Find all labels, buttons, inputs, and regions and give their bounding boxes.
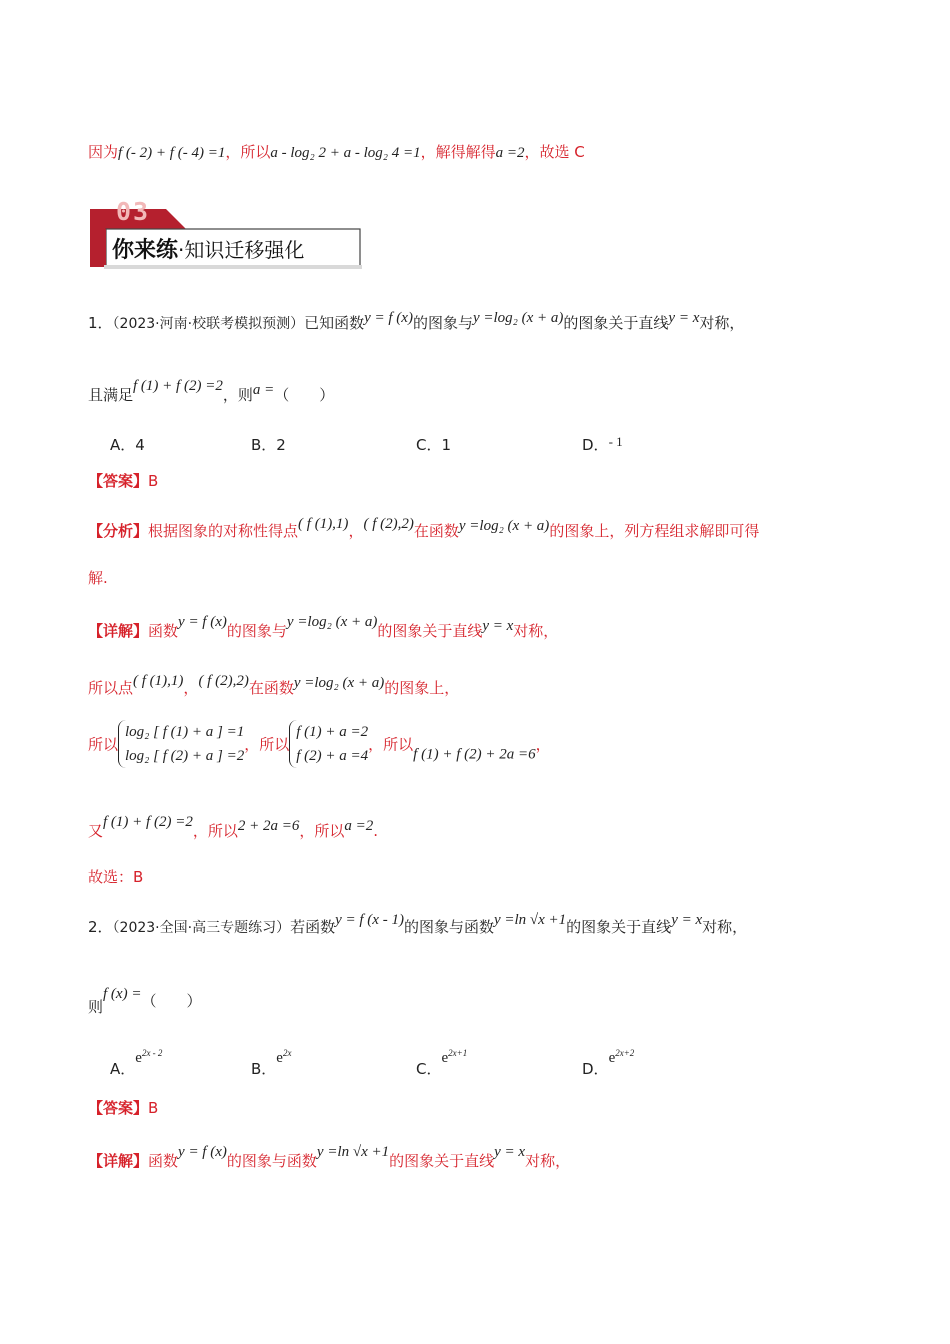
q1-detail-line1 bbox=[88, 614, 558, 641]
option-base: e bbox=[608, 1050, 616, 1066]
math-expression: 2 + 2a =6 bbox=[237, 818, 300, 834]
text: （ ） bbox=[274, 386, 335, 404]
equation-system-2 bbox=[289, 720, 368, 768]
text: ，所以 bbox=[368, 735, 414, 754]
math-expression: y = x bbox=[482, 618, 514, 634]
math-expression: f (1) + f (2) =2 bbox=[133, 378, 223, 394]
q1-option-a[interactable] bbox=[110, 434, 145, 455]
math-expression: f (x) = bbox=[103, 986, 142, 1002]
q2-answer bbox=[88, 1097, 158, 1118]
q2-detail-line1 bbox=[88, 1144, 570, 1171]
text: ，所以 bbox=[192, 822, 238, 840]
option-exponent: 2x bbox=[282, 1048, 292, 1058]
text: ， bbox=[348, 522, 364, 540]
text: 的图象关于直线 bbox=[563, 314, 669, 332]
answer-tag: 【答案】 bbox=[88, 472, 149, 490]
text: ，解得解得 bbox=[420, 143, 496, 161]
section-title-rest: ·知识迁移强化 bbox=[178, 238, 305, 262]
text: 函数 bbox=[148, 1152, 179, 1170]
equation-row: log₂ [ f (2) + a ] =2 bbox=[125, 748, 245, 764]
math-expression: y = f (x - 1) bbox=[335, 912, 404, 928]
text: 的图象关于直线 bbox=[389, 1152, 495, 1170]
math-expression: f (- 2) + f (- 4) =1 bbox=[118, 145, 226, 161]
option-label: C． bbox=[416, 1060, 442, 1078]
banner-shadow bbox=[104, 265, 362, 269]
text: ，所以 bbox=[299, 822, 345, 840]
text: 因为 bbox=[88, 143, 119, 161]
math-expression: y = x bbox=[671, 912, 703, 928]
answer-tag: 【答案】 bbox=[88, 1099, 149, 1117]
option-value: 2 bbox=[276, 436, 286, 454]
math-expression: f (1) + f (2) + 2a =6 bbox=[413, 746, 536, 763]
answer-value: B bbox=[148, 472, 159, 490]
option-value: 4 bbox=[135, 436, 145, 454]
math-expression: y =ln √x +1 bbox=[493, 912, 567, 928]
equation-system-1 bbox=[118, 720, 244, 768]
q1-option-d[interactable] bbox=[582, 434, 623, 455]
math-expression: ( f (1),1) bbox=[298, 516, 349, 532]
question-number: 2． bbox=[88, 918, 113, 936]
math-expression: y = f (x) bbox=[178, 614, 227, 630]
text: 已知函数 bbox=[304, 314, 365, 332]
q1-conclusion: 故选：B bbox=[88, 868, 144, 886]
math-expression: y =log₂ (x + a) bbox=[458, 518, 550, 534]
text: 在函数 bbox=[413, 522, 459, 540]
text: 的图象关于直线 bbox=[377, 622, 483, 640]
option-label: C． bbox=[416, 436, 442, 454]
text: 根据图象的对称性得点 bbox=[148, 522, 299, 540]
text: 对称， bbox=[699, 314, 745, 332]
math-expression: f (1) + f (2) =2 bbox=[103, 814, 193, 830]
math-expression: a =2 bbox=[495, 145, 525, 161]
math-expression: a =2 bbox=[344, 818, 374, 834]
option-base: e bbox=[276, 1050, 283, 1066]
previous-solution-line bbox=[88, 141, 585, 162]
text: 的图象关于直线 bbox=[566, 918, 672, 936]
text: 的图象上，列方程组求解即可得 bbox=[549, 522, 760, 540]
question-source: （2023·全国·高三专题练习） bbox=[112, 920, 291, 936]
detail-tag: 【详解】 bbox=[88, 1152, 149, 1170]
math-expression: y =log₂ (x + a) bbox=[286, 614, 378, 630]
text: 的图象与 bbox=[412, 314, 473, 332]
math-expression: y = x bbox=[494, 1144, 526, 1160]
section-title bbox=[112, 233, 304, 264]
math-expression: y = f (x) bbox=[178, 1144, 227, 1160]
section-number: 03 bbox=[116, 197, 151, 226]
text: 的图象上， bbox=[384, 679, 460, 697]
text: 在函数 bbox=[248, 679, 294, 697]
option-base: e bbox=[135, 1050, 142, 1066]
text: ，所以 bbox=[244, 735, 290, 754]
text: ， bbox=[535, 735, 551, 754]
q1-stem-line1 bbox=[88, 310, 744, 333]
math-expression: y = f (x) bbox=[364, 310, 413, 326]
equation-row: log₂ [ f (1) + a ] =1 bbox=[125, 724, 245, 740]
q2-stem-line1 bbox=[88, 912, 747, 937]
option-exponent: 2x - 2 bbox=[141, 1048, 163, 1058]
option-label: D． bbox=[582, 436, 609, 454]
text: 所以点 bbox=[88, 679, 134, 697]
text: ，所以 bbox=[225, 143, 271, 161]
math-expression: y =ln √x +1 bbox=[316, 1144, 390, 1160]
math-expression: y =log₂ (x + a) bbox=[293, 675, 385, 691]
option-label: A． bbox=[110, 436, 136, 454]
q1-answer bbox=[88, 470, 158, 491]
q2-option-b[interactable] bbox=[251, 1048, 291, 1079]
banner-edge bbox=[90, 229, 106, 267]
math-expression: y = x bbox=[668, 310, 700, 326]
option-value: - 1 bbox=[608, 434, 623, 449]
text: 又 bbox=[88, 822, 104, 840]
math-expression: a - log₂ 2 + a - log₂ 4 =1 bbox=[270, 145, 421, 161]
text: 函数 bbox=[148, 622, 179, 640]
equation-row: f (1) + a =2 bbox=[296, 724, 369, 740]
option-base: e bbox=[441, 1050, 449, 1066]
text: （ ） bbox=[141, 992, 202, 1010]
analysis-tag: 【分析】 bbox=[88, 522, 149, 540]
text: 对称， bbox=[525, 1152, 571, 1170]
question-source: （2023·河南·校联考模拟预测） bbox=[112, 316, 305, 332]
math-expression: ( f (1),1) bbox=[133, 673, 184, 689]
q2-stem-line2 bbox=[88, 986, 201, 1017]
option-label: B． bbox=[251, 1060, 277, 1078]
option-value: 1 bbox=[441, 436, 452, 454]
q2-option-d[interactable] bbox=[582, 1048, 634, 1079]
text: ，则 bbox=[222, 386, 253, 404]
q1-stem-line2 bbox=[88, 378, 334, 405]
text: ， bbox=[183, 679, 199, 697]
text: 若函数 bbox=[290, 918, 336, 936]
option-exponent: 2x+1 bbox=[448, 1048, 468, 1058]
q1-detail-line3 bbox=[88, 720, 551, 768]
question-number: 1． bbox=[88, 314, 113, 332]
option-label: A． bbox=[110, 1060, 136, 1078]
answer-value: B bbox=[148, 1099, 159, 1117]
section-title-bold: 你来练 bbox=[112, 238, 179, 263]
equation-row: f (2) + a =4 bbox=[296, 748, 369, 764]
math-expression: ( f (2),2) bbox=[198, 673, 249, 689]
text: 且满足 bbox=[88, 386, 134, 404]
math-expression: ( f (2),2) bbox=[363, 516, 414, 532]
q1-option-b[interactable] bbox=[251, 434, 286, 455]
math-expression: y =log₂ (x + a) bbox=[472, 310, 564, 326]
q2-option-c[interactable] bbox=[416, 1048, 467, 1079]
text: 所以 bbox=[88, 735, 119, 754]
q1-analysis-line1 bbox=[88, 516, 759, 541]
q2-option-a[interactable] bbox=[110, 1048, 162, 1079]
text: 对称， bbox=[513, 622, 559, 640]
math-expression: a = bbox=[252, 382, 275, 398]
text: 对称， bbox=[702, 918, 748, 936]
option-label: D． bbox=[582, 1060, 609, 1078]
q1-analysis-line2 bbox=[88, 567, 108, 588]
text: ，故选 C bbox=[524, 143, 585, 161]
text: 的图象与函数 bbox=[226, 1152, 317, 1170]
option-exponent: 2x+2 bbox=[615, 1048, 635, 1058]
text: . bbox=[373, 822, 379, 840]
q1-option-c[interactable] bbox=[416, 434, 451, 455]
text: 解. bbox=[88, 569, 108, 587]
text: 的图象与函数 bbox=[403, 918, 494, 936]
q1-detail-line4 bbox=[88, 814, 378, 841]
detail-tag: 【详解】 bbox=[88, 622, 149, 640]
text: 的图象与 bbox=[226, 622, 287, 640]
section-banner bbox=[88, 197, 364, 269]
option-label: B． bbox=[251, 436, 277, 454]
q1-detail-line2 bbox=[88, 673, 459, 698]
text: 则 bbox=[88, 998, 104, 1016]
